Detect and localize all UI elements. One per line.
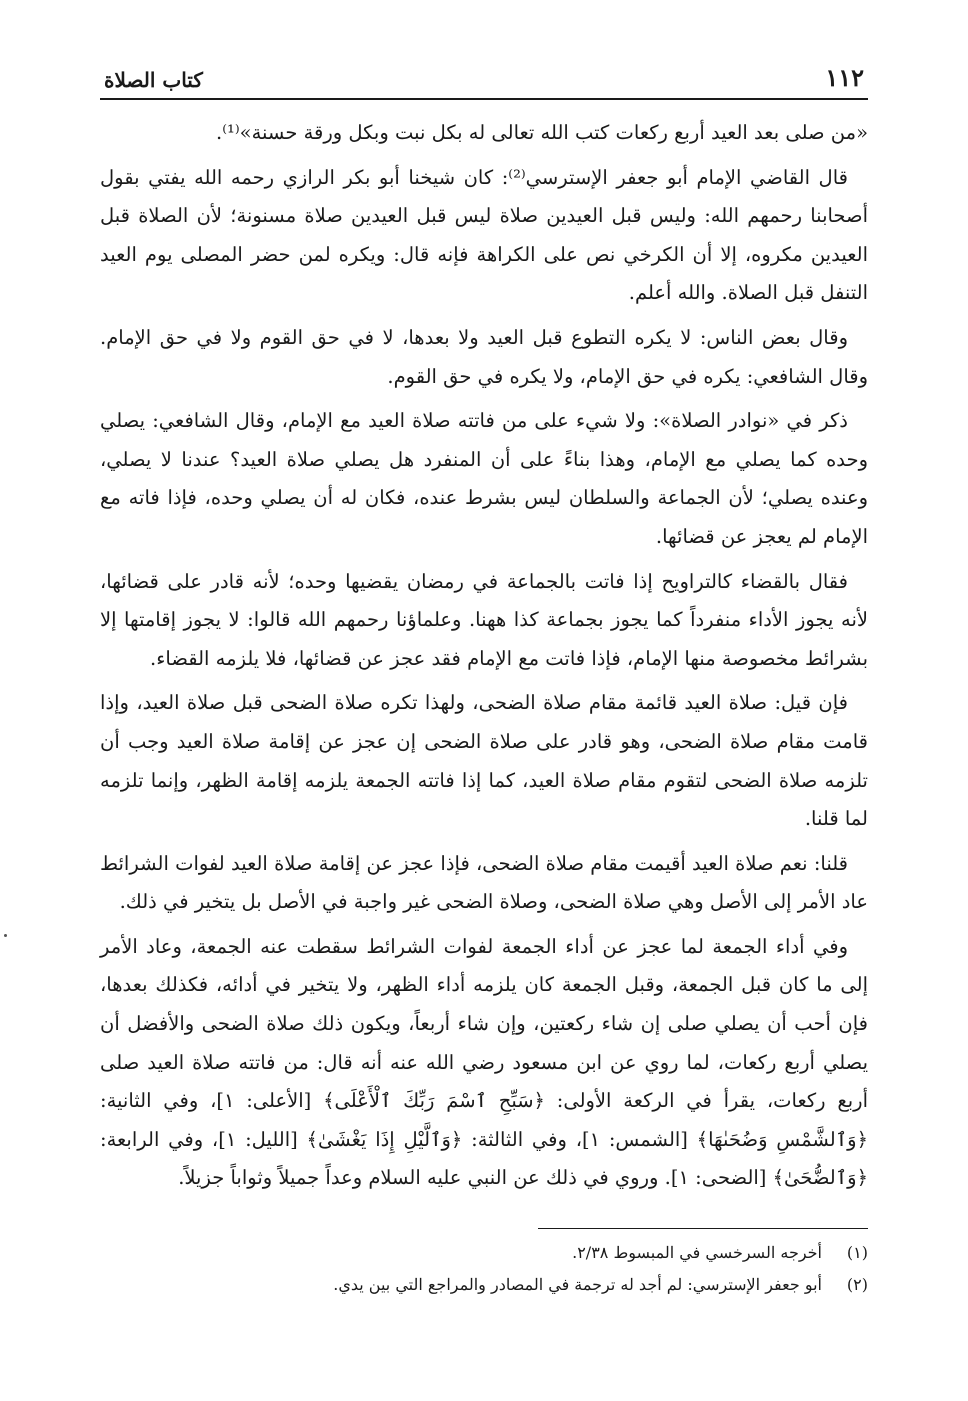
paragraph: وفي أداء الجمعة لما عجز عن أداء الجمعة لفوات الشرائط سقطت عنه الجمعة، وعاد الأمر إلى ما كان قبل الجمعة، وقبل الجمعة كان يلزمه أداء الظهر، ولا يتخير في أدائه، فكذلك بعدها، فإن أحب أن يصلي صلى إن شاء ركعتين، وإن شاء أربعاً، ويكون ذلك صلاة الضحى والأفضل أن يصلي أربع ركعات، لما روي عن ابن مسعود رضي الله عنه أنه قال: من فاتته صلاة العيد صلى أربع ركعات، يقرأ في الركعة الأولى: ﴿سَبِّحِ ٱسْمَ رَبِّكَ ٱلْأَعْلَى﴾ [الأعلى: ١]، وفي الثانية: ﴿وَٱلشَّمْسِ وَضُحَىٰهَا﴾ [الشمس: ١]، وفي الثالثة: ﴿وَٱلَّيْلِ إِذَا يَغْشَىٰ﴾ [الليل: ١]، وفي الرابعة: ﴿وَٱلضُّحَىٰ﴾ [الضحى: ١]. وروي في ذلك عن النبي عليه السلام وعداً جميلاً وثواباً جزيلاً. (100, 934, 868, 1190)
footnote-rule (538, 1228, 868, 1229)
paragraph: وقال بعض الناس: لا يكره التطوع قبل العيد ولا بعدها، لا في حق القوم ولا في حق الإمام. وقال الشافعي: يكره في حق الإمام، ولا يكره في حق القوم. (100, 325, 868, 388)
paragraph: فإن قيل: صلاة العيد قائمة مقام صلاة الضحى، ولهذا تكره صلاة الضحى قبل صلاة العيد، وإذا قامت مقام صلاة الضحى، وهو قادر على صلاة الضحى إن عجز عن إقامة صلاة العيد وجب أن تلزمه صلاة الضحى لتقوم مقام صلاة العيد، كما إذا فاتته الجمعة يلزمه إقامة الظهر، وإنما تلزمه لما قلنا. (100, 691, 868, 831)
footnote-number: (١) (846, 1243, 868, 1263)
paragraph: فقال بالقضاء كالتراويح إذا فاتت بالجماعة في رمضان يقضيها وحده؛ لأنه قادر على قضائها، لأنه يجوز الأداء منفرداً كما يجوز بجماعة كذا ههنا. وعلماؤنا رحمهم الله قالوا: لا يجوز إقامتها إلا بشرائط مخصوصة منها الإمام، فإذا فاتت مع الإمام فقد عجز عن قضائها، فلا يلزمه القضاء. (100, 569, 868, 670)
chapter-title: كتاب الصلاة (104, 68, 203, 92)
footnotes (100, 1237, 868, 1301)
footnote-text: أبو جعفر الإسترسي: لم أجد له ترجمة في المصادر والمراجع التي بين يدي. (333, 1275, 822, 1295)
footnote-number: (٢) (846, 1275, 868, 1295)
footnote-item (100, 1237, 868, 1269)
main-text (100, 114, 868, 1198)
paragraph: قال القاضي الإمام أبو جعفر الإسترسي⁽²⁾: كان شيخنا أبو بكر الرازي رحمه الله يفتي بقول أصحابنا رحمهم الله: وليس قبل العيدين صلاة ليس قبل العيدين صلاة مسنونة؛ لأن الصلاة قبل العيدين مكروه، إلا أن الكرخي نص على الكراهة فإنه قال: ويكره لمن حضر المصلى يوم العيد التنفل قبل الصلاة. والله أعلم. (100, 165, 868, 305)
running-header (100, 56, 868, 92)
page-number: ١١٢ (825, 63, 864, 92)
paragraph: قلنا: نعم صلاة العيد أقيمت مقام صلاة الضحى، فإذا عجز عن إقامة صلاة العيد لفوات الشرائط عاد الأمر إلى الأصل وهي صلاة الضحى، وصلاة الضحى غير واجبة في الأصل بل يتخير في ذلك. (100, 851, 868, 914)
header-rule (100, 98, 868, 100)
footnote-text: أخرجه السرخسي في المبسوط ٢/٣٨. (572, 1243, 822, 1263)
scan-speck (4, 934, 7, 937)
paragraph: «من صلى بعد العيد أربع ركعات كتب الله تعالى له بكل نبت وبكل ورقة حسنة»⁽¹⁾. (216, 121, 868, 144)
book-page (100, 56, 868, 1301)
footnote-item (100, 1269, 868, 1301)
paragraph: ذكر في «نوادر الصلاة»: ولا شيء على من فاتته صلاة العيد مع الإمام، وقال الشافعي: يصلي وحده كما يصلي مع الإمام، وهذا بناءً على أن المنفرد هل يصلي صلاة العيد؟ عندنا لا يصلي، وعنده يصلي؛ لأن الجماعة والسلطان ليس بشرط عنده، فكان له أن يصلي وحده، فإذا فاته مع الإمام لم يعجز عن قضائها. (100, 409, 868, 548)
